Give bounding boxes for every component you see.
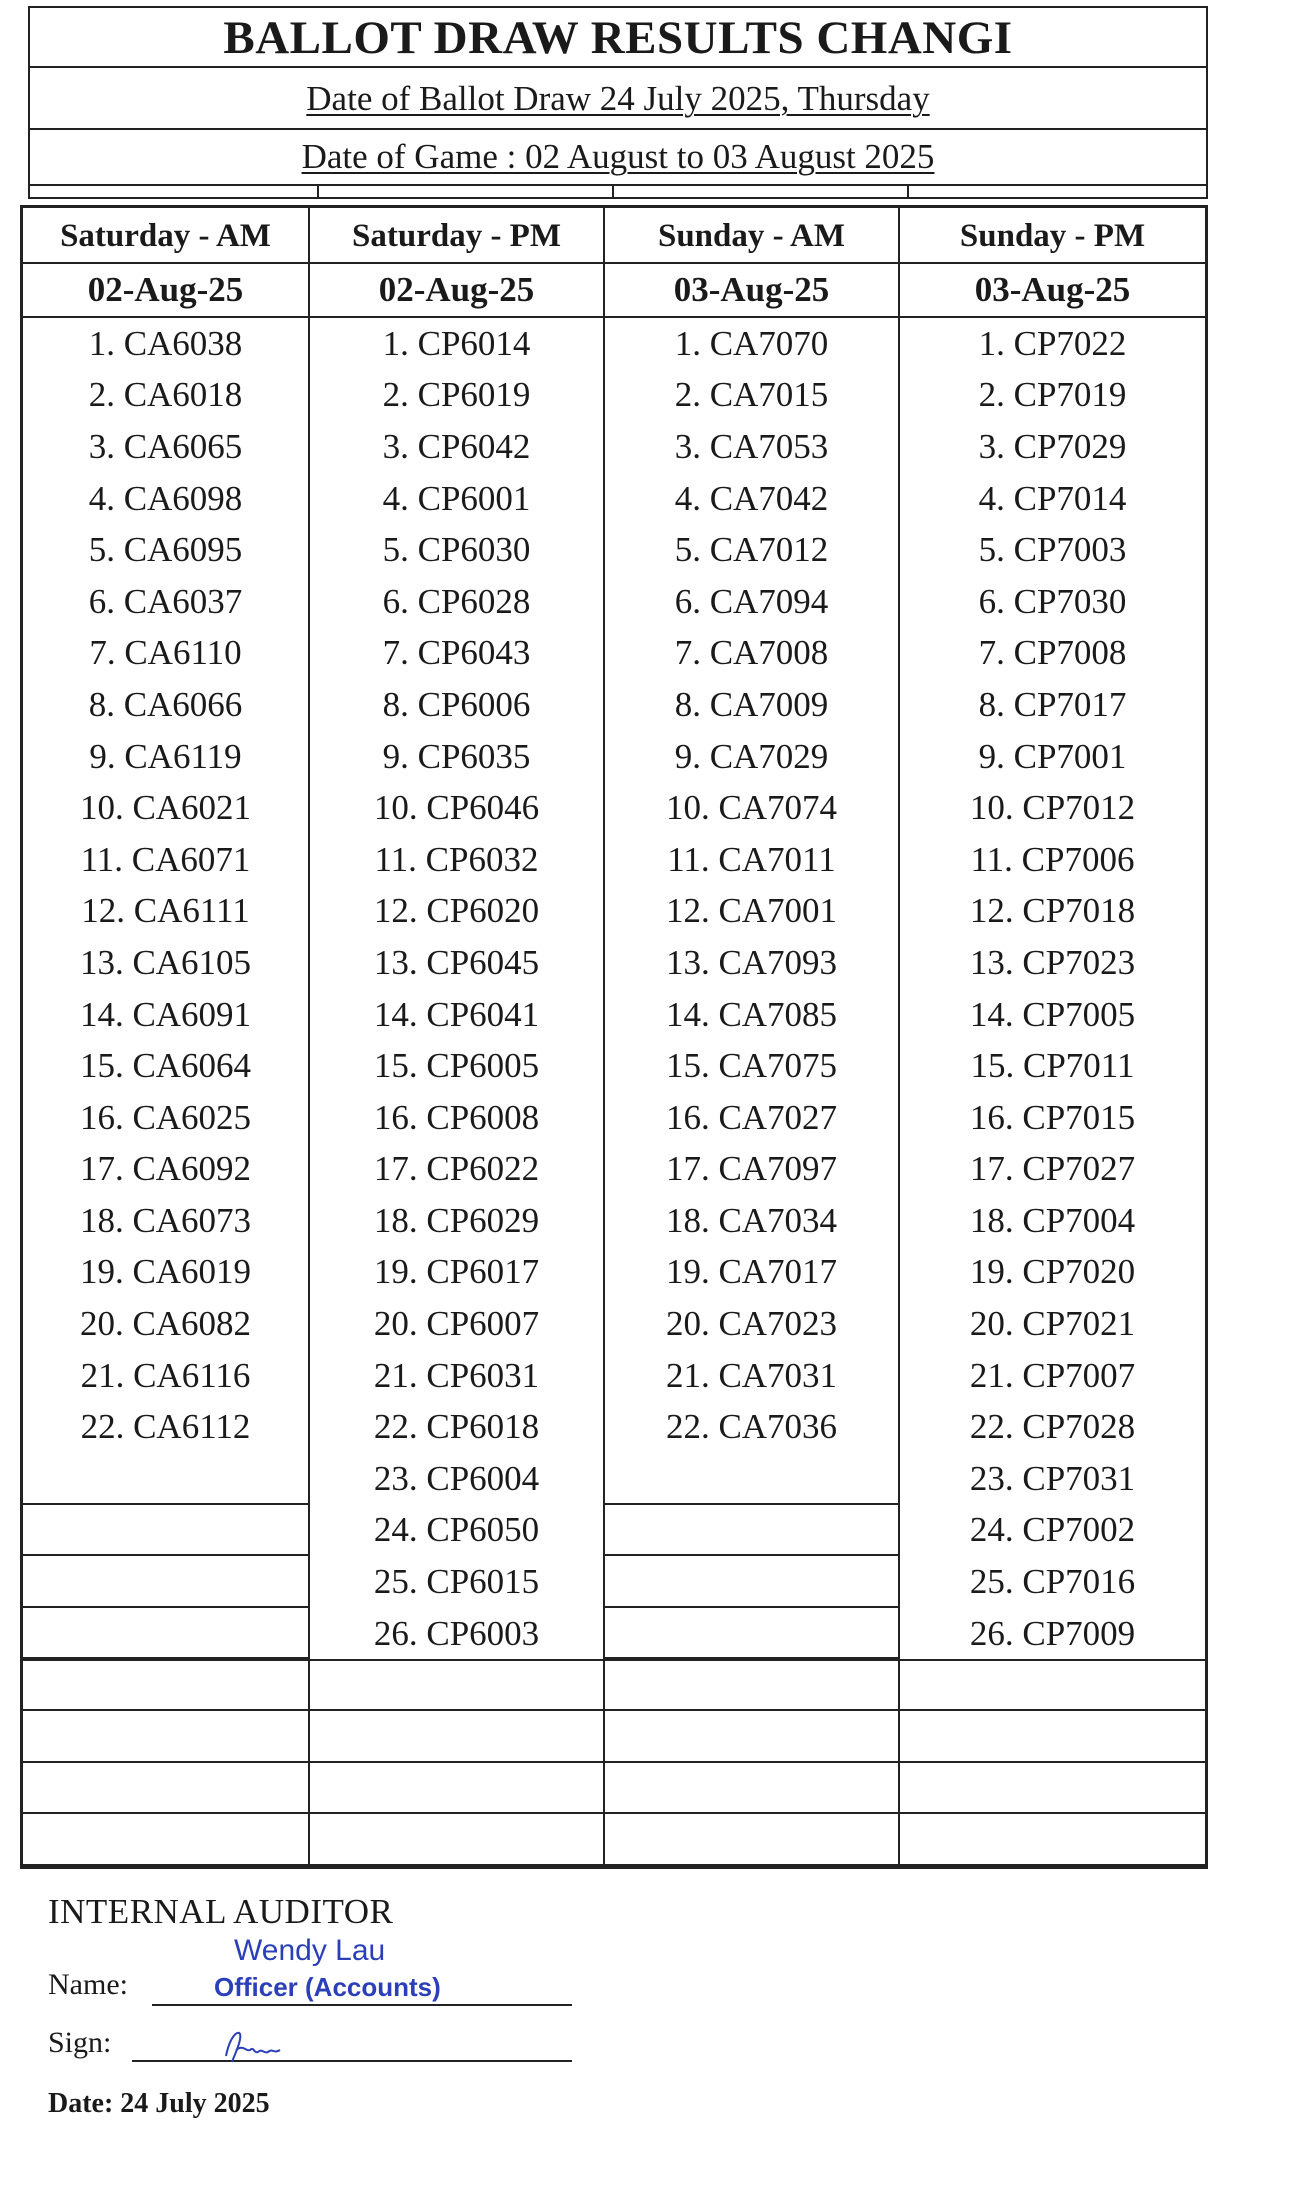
result-cell: 23. CP7031 — [969, 1458, 1136, 1498]
result-cell: 19. CA7017 — [605, 1247, 900, 1299]
table-row — [23, 782, 1205, 834]
name-label: Name: — [48, 1968, 128, 2001]
result-cell: 16. CP7015 — [969, 1097, 1136, 1137]
result-cell: 2. CA7015 — [605, 370, 900, 422]
table-row — [23, 1092, 1205, 1144]
result-cell — [23, 1661, 310, 1709]
result-cell: 25. CP7016 — [969, 1562, 1136, 1602]
result-cell: 4. CA6098 — [23, 473, 310, 525]
header-row — [23, 208, 1205, 264]
result-cell: 4. CA7042 — [605, 473, 900, 525]
result-cell: 6. CP7030 — [978, 581, 1127, 621]
result-cell: 6. CA6037 — [23, 576, 310, 628]
date-row — [23, 264, 1205, 318]
table-row — [23, 1505, 1205, 1557]
result-cell: 5. CP7003 — [978, 530, 1127, 570]
result-cell: 15. CA6064 — [23, 1040, 310, 1092]
sign-label: Sign: — [48, 2026, 112, 2059]
result-cell: 6. CA7094 — [605, 576, 900, 628]
result-cell: 21. CP6031 — [310, 1350, 605, 1402]
result-cell — [605, 1556, 900, 1608]
table-row — [23, 679, 1205, 731]
result-cell: 21. CA6116 — [23, 1350, 310, 1402]
result-cell: 21. CA7031 — [605, 1350, 900, 1402]
ballot-date-row — [30, 68, 1206, 130]
result-cell: 1. CA7070 — [605, 318, 900, 370]
result-cell — [310, 1711, 605, 1761]
result-cell: 22. CP7028 — [969, 1407, 1136, 1447]
table-row — [23, 989, 1205, 1041]
result-cell: 9. CA7029 — [605, 731, 900, 783]
result-cell: 18. CA6073 — [23, 1195, 310, 1247]
result-cell: 20. CA6082 — [23, 1298, 310, 1350]
table-row — [23, 1401, 1205, 1453]
result-cell — [605, 1763, 900, 1813]
result-cell: 11. CA6071 — [23, 834, 310, 886]
result-cell: 1. CA6038 — [23, 318, 310, 370]
result-cell: 19. CP7020 — [969, 1252, 1136, 1292]
column-date: 02-Aug-25 — [23, 264, 310, 316]
result-cell — [900, 1814, 1205, 1864]
result-cell: 3. CA6065 — [23, 421, 310, 473]
result-cell: 13. CP7023 — [969, 942, 1136, 982]
results-table — [20, 205, 1208, 1869]
result-cell: 5. CA6095 — [23, 524, 310, 576]
column-date: 03-Aug-25 — [974, 270, 1131, 309]
result-cell: 24. CP6050 — [310, 1505, 605, 1557]
game-date: Date of Game : 02 August to 03 August 2025 — [301, 137, 935, 176]
result-cell: 8. CP6006 — [310, 679, 605, 731]
result-cell — [23, 1453, 310, 1505]
result-cell: 15. CP6005 — [310, 1040, 605, 1092]
result-cell: 1. CP6014 — [310, 318, 605, 370]
result-cell: 14. CP7005 — [969, 994, 1136, 1034]
result-cell: 8. CA7009 — [605, 679, 900, 731]
result-cell: 14. CA6091 — [23, 989, 310, 1041]
table-row — [23, 421, 1205, 473]
table-row — [23, 834, 1205, 886]
table-row — [23, 1298, 1205, 1350]
result-cell: 10. CP6046 — [310, 782, 605, 834]
result-cell: 17. CA7097 — [605, 1144, 900, 1196]
result-cell: 2. CA6018 — [23, 370, 310, 422]
result-cell: 16. CA6025 — [23, 1092, 310, 1144]
table-row — [23, 1040, 1205, 1092]
sign-underline — [132, 2060, 572, 2062]
result-cell: 2. CP7019 — [978, 375, 1127, 415]
result-cell: 11. CP7006 — [970, 839, 1135, 879]
table-row — [23, 1144, 1205, 1196]
result-cell: 10. CA7074 — [605, 782, 900, 834]
result-cell: 7. CP6043 — [310, 628, 605, 680]
table-row — [23, 628, 1205, 680]
result-cell: 12. CP7018 — [969, 891, 1136, 931]
table-row — [23, 1195, 1205, 1247]
table-row — [23, 937, 1205, 989]
spacer-divider — [907, 186, 909, 199]
result-cell — [605, 1814, 900, 1864]
title-block — [28, 6, 1208, 199]
result-cell: 5. CP6030 — [310, 524, 605, 576]
result-cell: 14. CP6041 — [310, 989, 605, 1041]
table-row — [23, 1763, 1205, 1815]
result-cell: 13. CA7093 — [605, 937, 900, 989]
result-cell: 16. CA7027 — [605, 1092, 900, 1144]
name-underline — [152, 2004, 572, 2006]
footer-date: Date: 24 July 2025 — [48, 2088, 270, 2119]
result-cell: 19. CP6017 — [310, 1247, 605, 1299]
result-cell: 4. CP7014 — [978, 478, 1127, 518]
table-row — [23, 1608, 1205, 1660]
result-cell: 13. CP6045 — [310, 937, 605, 989]
result-cell: 12. CA6111 — [23, 886, 310, 938]
result-cell: 4. CP6001 — [310, 473, 605, 525]
result-cell: 12. CP6020 — [310, 886, 605, 938]
result-cell: 18. CP7004 — [969, 1200, 1136, 1240]
table-row — [23, 318, 1205, 370]
result-cell: 22. CA6112 — [23, 1401, 310, 1453]
column-date: 03-Aug-25 — [605, 264, 900, 316]
stamp-title: Officer (Accounts) — [214, 1972, 441, 2002]
result-cell: 11. CA7011 — [605, 834, 900, 886]
result-cell — [310, 1661, 605, 1709]
result-cell: 5. CA7012 — [605, 524, 900, 576]
result-cell — [23, 1814, 310, 1864]
result-cell: 24. CP7002 — [969, 1510, 1136, 1550]
ballot-date: Date of Ballot Draw 24 July 2025, Thursday — [306, 79, 930, 118]
table-row — [23, 1814, 1205, 1866]
result-cell: 21. CP7007 — [969, 1355, 1136, 1395]
result-cell: 13. CA6105 — [23, 937, 310, 989]
result-cell: 17. CA6092 — [23, 1144, 310, 1196]
result-cell: 26. CP6003 — [310, 1608, 605, 1660]
result-cell: 9. CP6035 — [310, 731, 605, 783]
result-cell — [23, 1763, 310, 1813]
table-row — [23, 1350, 1205, 1402]
result-cell — [605, 1661, 900, 1709]
table-row — [23, 886, 1205, 938]
result-cell — [23, 1608, 310, 1660]
result-cell: 3. CP6042 — [310, 421, 605, 473]
result-cell — [605, 1608, 900, 1660]
result-cell: 11. CP6032 — [310, 834, 605, 886]
result-cell — [605, 1711, 900, 1761]
result-cell: 2. CP6019 — [310, 370, 605, 422]
result-cell: 9. CP7001 — [978, 736, 1127, 776]
result-cell: 15. CP7011 — [970, 1046, 1135, 1086]
result-cell — [23, 1711, 310, 1761]
table-row — [23, 473, 1205, 525]
result-cell: 8. CA6066 — [23, 679, 310, 731]
result-cell: 16. CP6008 — [310, 1092, 605, 1144]
results-body — [23, 318, 1205, 1866]
result-cell: 26. CP7009 — [969, 1613, 1136, 1653]
result-cell: 3. CP7029 — [978, 426, 1127, 466]
result-cell — [900, 1711, 1205, 1761]
result-cell: 22. CP6018 — [310, 1401, 605, 1453]
column-date: 02-Aug-25 — [310, 264, 605, 316]
result-cell: 6. CP6028 — [310, 576, 605, 628]
result-cell: 18. CA7034 — [605, 1195, 900, 1247]
table-row — [23, 1659, 1205, 1711]
result-cell — [310, 1814, 605, 1864]
game-date-row — [30, 130, 1206, 186]
document-title: BALLOT DRAW RESULTS CHANGI — [30, 8, 1206, 68]
table-row — [23, 370, 1205, 422]
result-cell: 17. CP6022 — [310, 1144, 605, 1196]
table-row — [23, 1711, 1205, 1763]
result-cell — [605, 1453, 900, 1505]
result-cell: 19. CA6019 — [23, 1247, 310, 1299]
result-cell — [310, 1763, 605, 1813]
result-cell: 18. CP6029 — [310, 1195, 605, 1247]
result-cell: 10. CA6021 — [23, 782, 310, 834]
column-header: Saturday - AM — [23, 208, 310, 264]
result-cell: 20. CA7023 — [605, 1298, 900, 1350]
table-row — [23, 1247, 1205, 1299]
result-cell: 10. CP7012 — [969, 788, 1136, 828]
result-cell: 25. CP6015 — [310, 1556, 605, 1608]
table-row — [23, 524, 1205, 576]
spacer-divider — [612, 186, 614, 199]
result-cell: 17. CP7027 — [969, 1149, 1136, 1189]
result-cell: 1. CP7022 — [978, 323, 1127, 363]
result-cell — [23, 1505, 310, 1557]
result-cell — [23, 1556, 310, 1608]
result-cell: 23. CP6004 — [310, 1453, 605, 1505]
result-cell — [605, 1505, 900, 1557]
table-row — [23, 1556, 1205, 1608]
table-row — [23, 731, 1205, 783]
result-cell: 22. CA7036 — [605, 1401, 900, 1453]
result-cell: 12. CA7001 — [605, 886, 900, 938]
result-cell — [900, 1763, 1205, 1813]
result-cell: 20. CP6007 — [310, 1298, 605, 1350]
result-cell: 3. CA7053 — [605, 421, 900, 473]
result-cell: 8. CP7017 — [978, 684, 1127, 724]
result-cell — [900, 1661, 1205, 1709]
table-row — [23, 1453, 1205, 1505]
stamp-name: Wendy Lau — [234, 1934, 386, 1967]
result-cell: 7. CA6110 — [23, 628, 310, 680]
signature-icon — [220, 2026, 290, 2066]
spacer-row — [30, 186, 1206, 199]
spacer-divider — [317, 186, 319, 199]
column-header: Sunday - AM — [605, 208, 900, 264]
column-header: Saturday - PM — [310, 208, 605, 264]
result-cell: 20. CP7021 — [969, 1304, 1136, 1344]
result-cell: 7. CA7008 — [605, 628, 900, 680]
result-cell: 15. CA7075 — [605, 1040, 900, 1092]
column-header: Sunday - PM — [959, 217, 1146, 254]
result-cell: 14. CA7085 — [605, 989, 900, 1041]
result-cell: 9. CA6119 — [23, 731, 310, 783]
auditor-heading: INTERNAL AUDITOR — [48, 1892, 394, 1931]
table-row — [23, 576, 1205, 628]
result-cell: 7. CP7008 — [978, 633, 1127, 673]
